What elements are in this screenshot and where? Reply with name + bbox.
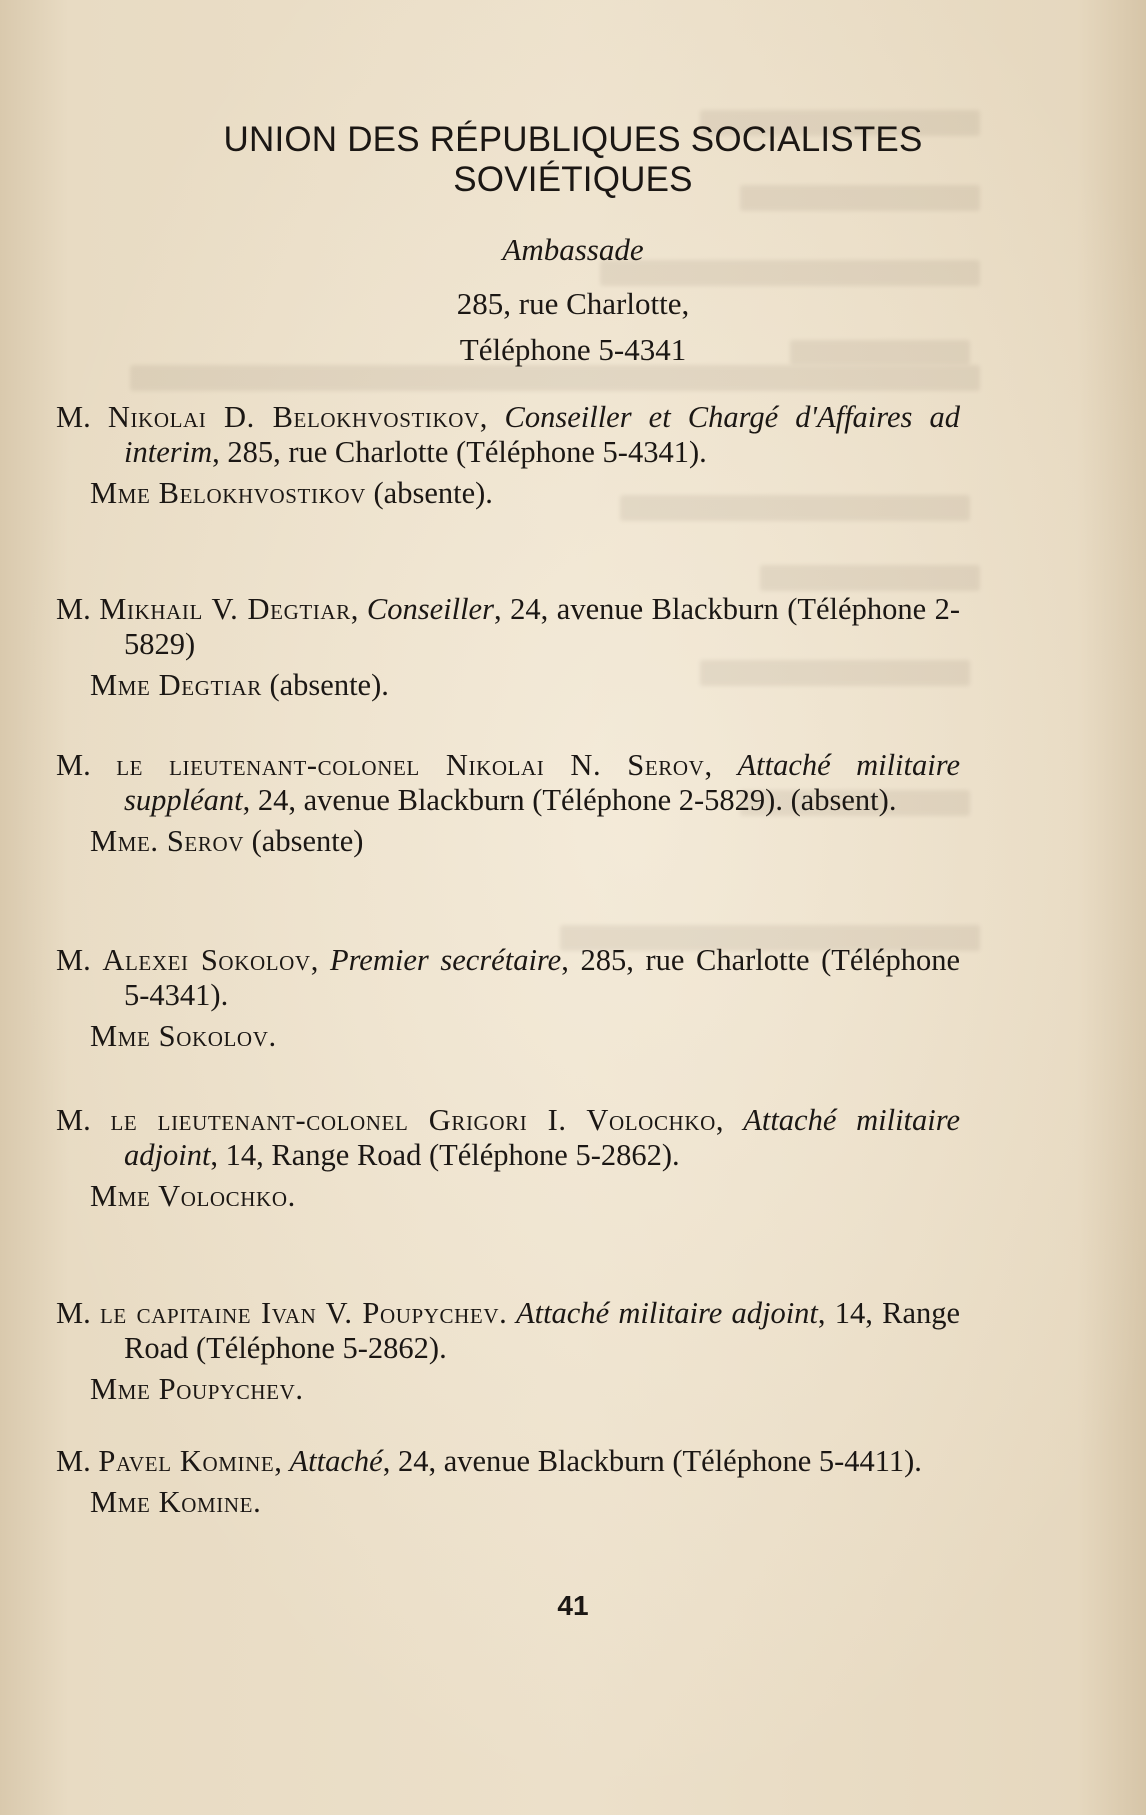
entry-main: M. le capitaine Ivan V. Poupychev. Attaché militaire adjoint, 14, Range Road (Téléphone 5-2862). [56, 1296, 961, 1365]
staff-name: Mikhail V. Degtiar [99, 592, 351, 626]
country-heading-line-1: UNION DES RÉPUBLIQUES SOCIALISTES [223, 120, 923, 159]
staff-title: Attaché [289, 1444, 383, 1478]
staff-title: Conseiller [366, 592, 494, 626]
spouse-line [56, 1179, 960, 1214]
honorific: M. [56, 400, 91, 434]
staff-contact: 285, rue Charlotte (Téléphone 5-4341). [227, 435, 707, 469]
staff-name: le lieutenant-colonel Nikolai N. Serov [116, 748, 705, 782]
staff-contact: 14, Range Road (Téléphone 5-2862). [225, 1138, 680, 1172]
staff-entry [56, 748, 960, 859]
entry-main: M. Nikolai D. Belokhvostikov, Conseiller et Chargé d'Affaires ad interim, 285, rue Charlotte (Téléphone 5-4341). [56, 400, 960, 469]
staff-entry [56, 1296, 960, 1407]
spouse-name: Mme Belokhvostikov [90, 476, 366, 510]
entry-main: M. Alexei Sokolov, Premier secrétaire, 285, rue Charlotte (Téléphone 5-4341). [56, 943, 961, 1012]
spouse-name: Mme. Serov [90, 824, 244, 858]
staff-contact: 24, avenue Blackburn (Téléphone 2-5829). (absent). [257, 783, 897, 817]
staff-name: Alexei Sokolov [102, 943, 311, 977]
spouse-name: Mme Komine. [90, 1485, 262, 1519]
staff-title: Conseiller et Chargé d'Affaires ad interim [124, 400, 960, 469]
honorific: M. [56, 943, 91, 977]
spouse-name: Mme Volochko. [90, 1179, 296, 1213]
staff-entry [56, 943, 960, 1054]
entry-main: M. le lieutenant-colonel Nikolai N. Serov, Attaché militaire suppléant, 24, avenue Blackburn (Téléphone 2-5829). (absent). [56, 748, 961, 817]
staff-entry [56, 592, 960, 703]
page-number: 41 [557, 1590, 589, 1621]
country-heading-line-2: SOVIÉTIQUES [453, 160, 693, 199]
mission-address: 285, rue Charlotte, [456, 286, 690, 321]
mission-type: Ambassade [502, 232, 644, 267]
country-heading [0, 120, 1146, 200]
entry-main: M. Mikhail V. Degtiar, Conseiller, 24, avenue Blackburn (Téléphone 2-5829) [56, 592, 961, 661]
mission-phone: Téléphone 5-4341 [459, 332, 687, 367]
staff-title: Attaché militaire suppléant [124, 748, 961, 817]
staff-contact: 285, rue Charlotte (Téléphone 5-4341). [124, 943, 961, 1012]
spouse-line [56, 1372, 960, 1407]
spouse-name: Mme Sokolov. [90, 1019, 277, 1053]
spouse-line [56, 476, 960, 511]
honorific: M. [56, 592, 91, 626]
staff-title: Attaché militaire adjoint [124, 1103, 961, 1172]
staff-entry [56, 1103, 960, 1214]
staff-name: Pavel Komine [98, 1444, 275, 1478]
staff-title: Premier secrétaire [329, 943, 562, 977]
spouse-line [56, 824, 960, 859]
staff-name: le lieutenant-colonel Grigori I. Volochko [110, 1103, 716, 1137]
honorific: M. [56, 1103, 91, 1137]
honorific: M. [56, 748, 91, 782]
honorific: M. [56, 1296, 91, 1330]
honorific: M. [56, 1444, 91, 1478]
spouse-note: (absente). [373, 476, 493, 510]
entry-main: M. Pavel Komine, Attaché, 24, avenue Blackburn (Téléphone 5-4411). [56, 1444, 922, 1478]
spouse-note: (absente) [251, 824, 364, 858]
spouse-name: Mme Degtiar [90, 668, 262, 702]
staff-contact: 14, Range Road (Téléphone 5-2862). [124, 1296, 961, 1365]
spouse-line [56, 668, 960, 703]
staff-name: le capitaine Ivan V. Poupychev [99, 1296, 500, 1330]
staff-entry [56, 400, 960, 511]
staff-entry [56, 1444, 960, 1520]
spouse-note: (absente). [269, 668, 389, 702]
staff-title: Attaché militaire adjoint [515, 1296, 818, 1330]
spouse-line [56, 1019, 960, 1054]
spouse-name: Mme Poupychev. [90, 1372, 304, 1406]
entry-main: M. le lieutenant-colonel Grigori I. Volochko, Attaché militaire adjoint, 14, Range Road (Téléphone 5-2862). [56, 1103, 961, 1172]
spouse-line [56, 1485, 960, 1520]
staff-contact: 24, avenue Blackburn (Téléphone 5-4411). [397, 1444, 922, 1478]
staff-name: Nikolai D. Belokhvostikov [107, 400, 480, 434]
staff-contact: 24, avenue Blackburn (Téléphone 2-5829) [124, 592, 961, 661]
